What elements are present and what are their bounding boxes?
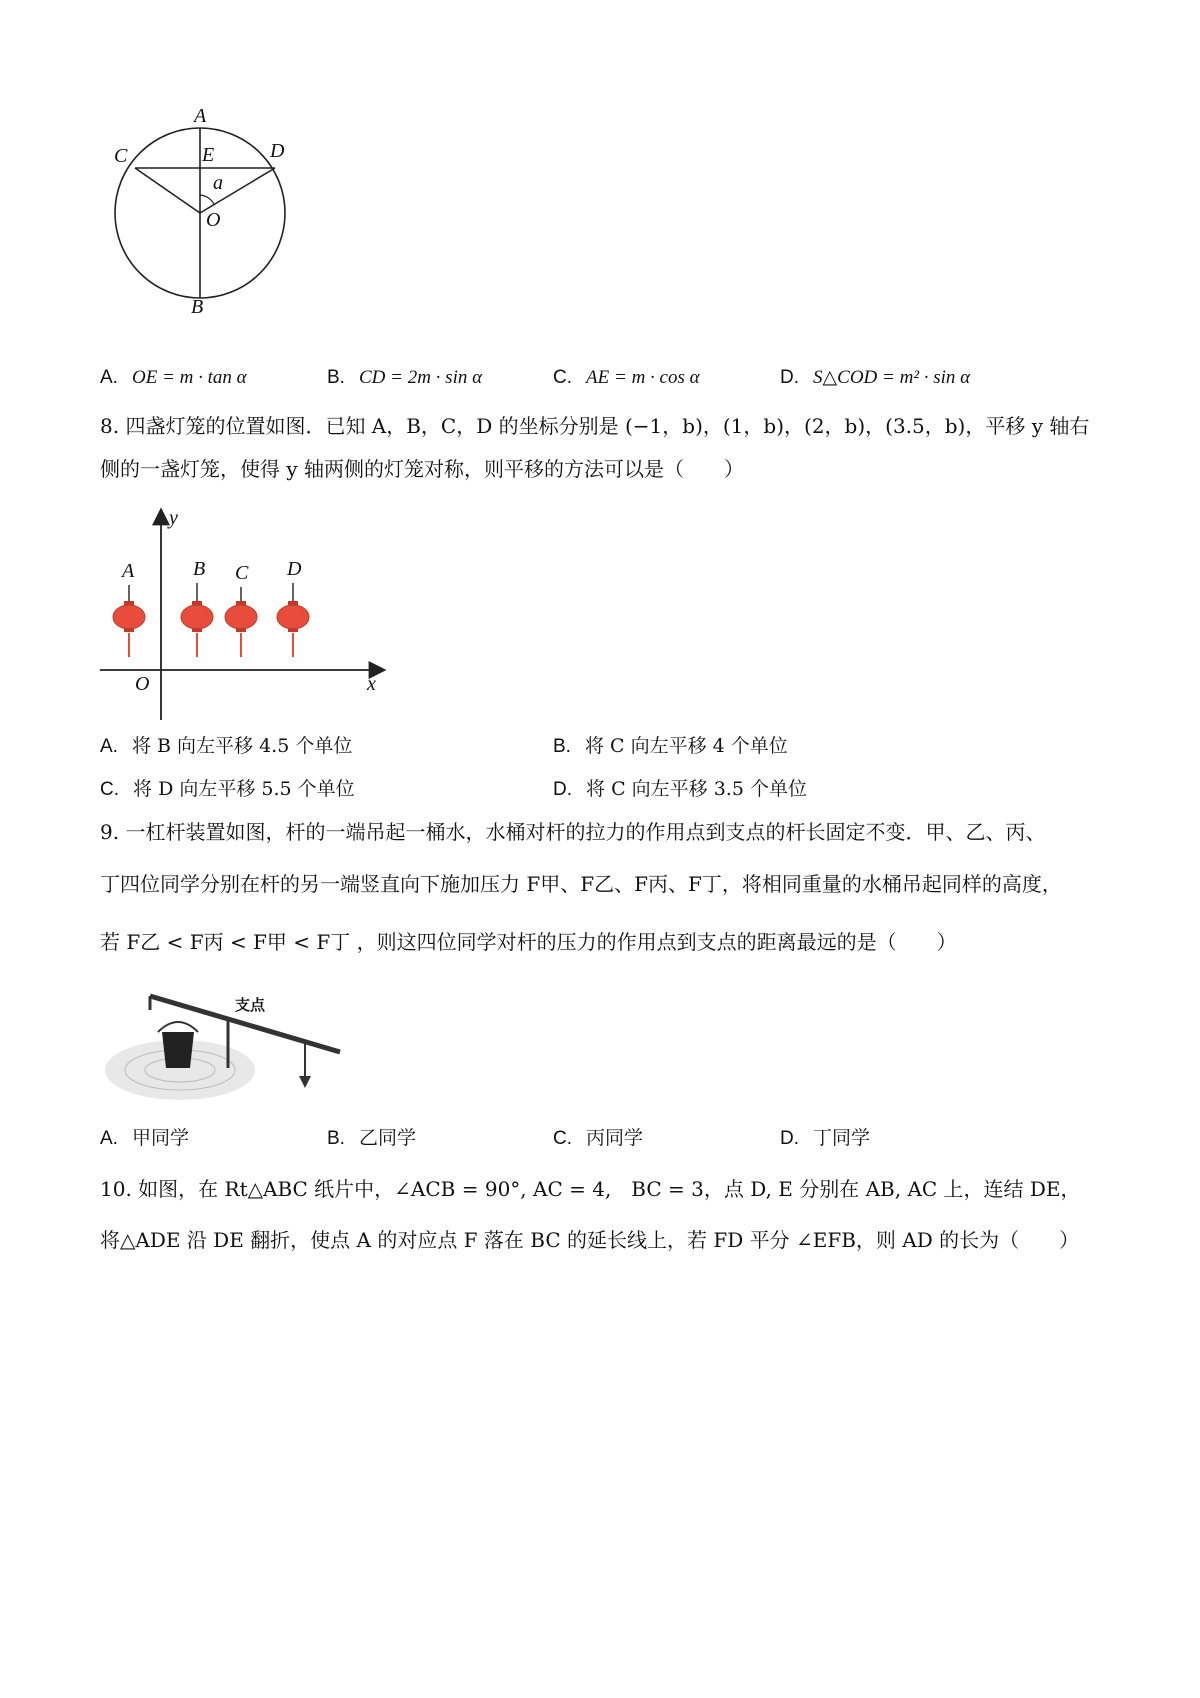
label-O: O xyxy=(206,209,221,231)
option-letter: B. xyxy=(327,367,345,388)
option-letter: B. xyxy=(327,1128,345,1149)
lantern-label-b: B xyxy=(193,558,206,580)
label-alpha: a xyxy=(213,172,223,194)
q8-text-line1: 8. 四盏灯笼的位置如图．已知 A，B，C，D 的坐标分别是 (−1，b)，(1，b)，(2，b)，(3.5，b)，平移 y 轴右 xyxy=(100,414,1090,438)
option-text: 将 B 向左平移 4.5 个单位 xyxy=(132,735,353,757)
lantern-c xyxy=(225,587,257,657)
q8-option-a[interactable] xyxy=(100,733,352,760)
option-letter: A. xyxy=(100,367,118,388)
axis-label-x: x xyxy=(367,673,376,695)
lantern-label-d: D xyxy=(287,558,302,580)
label-C: C xyxy=(114,145,128,167)
q8-option-b[interactable] xyxy=(553,733,788,760)
option-text: 丁同学 xyxy=(813,1127,871,1149)
q10-text-line2: 将△ADE 沿 DE 翻折，使点 A 的对应点 F 落在 BC 的延长线上，若 FD 平分 ∠EFB，则 AD 的长为（ ） xyxy=(100,1228,1080,1252)
origin-label: O xyxy=(135,673,150,695)
q8-text-line2: 侧的一盏灯笼，使得 y 轴两侧的灯笼对称，则平移的方法可以是（ ） xyxy=(100,457,745,481)
q10-text-line1: 10. 如图，在 Rt△ABC 纸片中，∠ACB = 90°, AC = 4, BC = 3，点 D, E 分别在 AB, AC 上，连结 DE， xyxy=(100,1177,1081,1201)
label-A: A xyxy=(194,105,207,127)
option-letter: D. xyxy=(780,367,799,388)
q9-option-c[interactable] xyxy=(553,1125,643,1152)
q9-text-line1: 9. 一杠杆装置如图，杆的一端吊起一桶水，水桶对杆的拉力的作用点到支点的杆长固定不变．甲、乙、丙、 xyxy=(100,820,1046,844)
q8-option-d[interactable] xyxy=(553,776,807,803)
lantern-b xyxy=(181,583,213,657)
q9-text-line2: 丁四位同学分别在杆的另一端竖直向下施加压力 F甲、F乙、F丙、F丁，将相同重量的水桶吊起同样的高度， xyxy=(100,872,1062,896)
fulcrum-label: 支点 xyxy=(235,996,266,1014)
option-text: 乙同学 xyxy=(359,1127,417,1149)
lantern-a xyxy=(113,585,145,657)
option-text: 将 C 向左平移 3.5 个单位 xyxy=(586,778,807,800)
option-letter: C. xyxy=(553,1128,572,1149)
option-text: 将 C 向左平移 4 个单位 xyxy=(585,735,788,757)
label-E: E xyxy=(202,144,215,166)
lantern-figure xyxy=(95,505,395,725)
q9-text-line3: 若 F乙 < F丙 < F甲 < F丁 ，则这四位同学对杆的压力的作用点到支点的距离最远的是（ ） xyxy=(100,930,957,954)
circle-figure xyxy=(100,100,320,330)
lantern-label-c: C xyxy=(235,562,249,584)
q7-option-a[interactable] xyxy=(100,364,247,391)
option-expr: S△COD = m² · sin α xyxy=(813,367,971,388)
q7-option-b[interactable] xyxy=(327,364,482,391)
lever-figure xyxy=(100,990,350,1105)
lantern-label-a: A xyxy=(122,560,135,582)
option-text: 将 D 向左平移 5.5 个单位 xyxy=(133,778,355,800)
option-expr: CD = 2m · sin α xyxy=(359,367,483,388)
option-letter: C. xyxy=(100,779,119,800)
option-expr: AE = m · cos α xyxy=(586,367,700,388)
option-text: 甲同学 xyxy=(132,1127,190,1149)
q9-option-d[interactable] xyxy=(780,1125,870,1152)
q7-option-c[interactable] xyxy=(553,364,700,391)
option-expr: OE = m · tan α xyxy=(132,367,247,388)
q9-option-b[interactable] xyxy=(327,1125,416,1152)
axis-label-y: y xyxy=(169,507,178,529)
lantern-d xyxy=(277,583,309,657)
label-D: D xyxy=(270,140,285,162)
label-B: B xyxy=(191,296,204,318)
option-letter: C. xyxy=(553,367,572,388)
option-letter: A. xyxy=(100,736,118,757)
option-letter: D. xyxy=(553,779,572,800)
option-letter: A. xyxy=(100,1128,118,1149)
lever-diagram xyxy=(100,990,350,1105)
q9-option-a[interactable] xyxy=(100,1125,189,1152)
option-letter: D. xyxy=(780,1128,799,1149)
q8-option-c[interactable] xyxy=(100,776,355,803)
q7-option-d[interactable] xyxy=(780,364,970,391)
option-text: 丙同学 xyxy=(586,1127,644,1149)
option-letter: B. xyxy=(553,736,571,757)
